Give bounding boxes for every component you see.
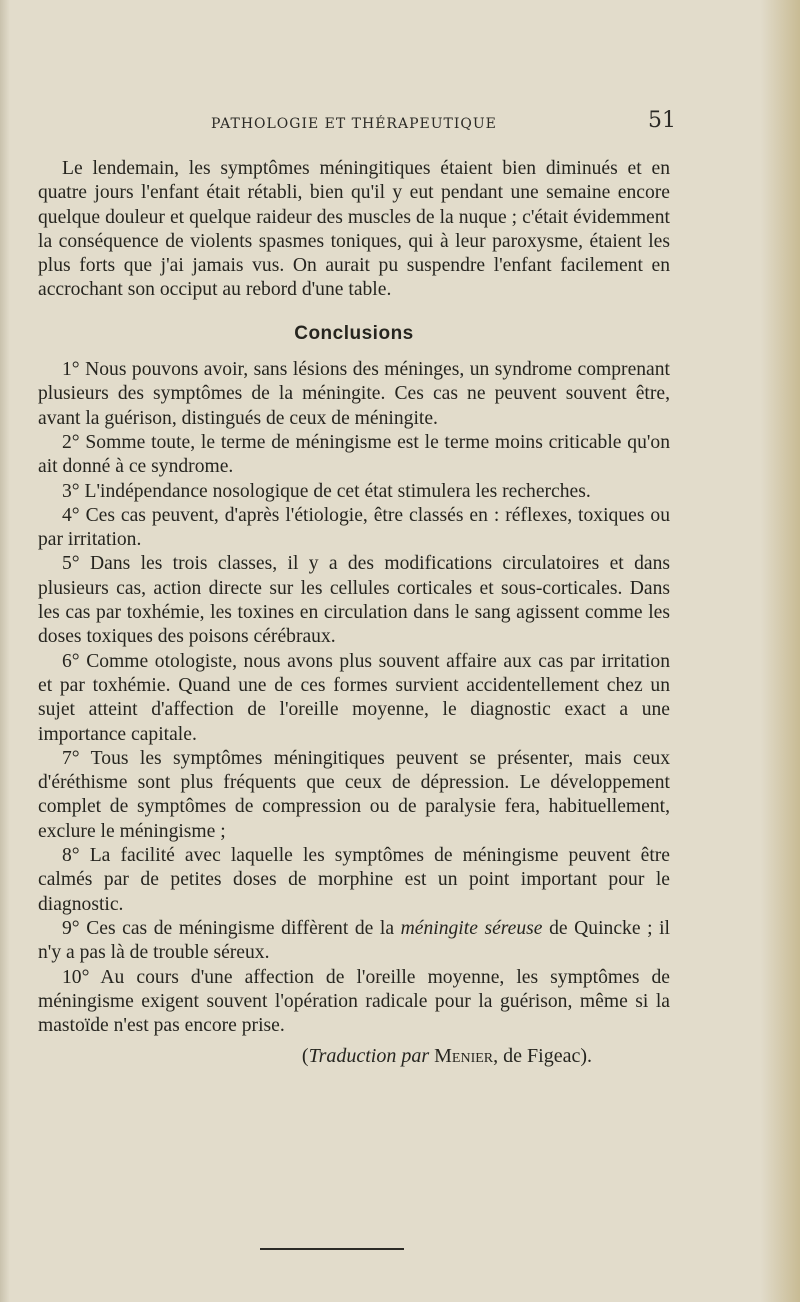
conclusion-item-1: 1° Nous pouvons avoir, sans lésions des méninges, un syndrome comprenant plusieurs des symptômes de la méningite. Ces cas ne peuvent souvent être, avant la guérison, distingués de ceux de méningite. xyxy=(38,359,670,429)
signature-open: ( xyxy=(301,1045,309,1068)
conclusion-item-3: 3° L'indépendance nosologique de cet état stimulera les recherches. xyxy=(62,480,591,502)
conclusion-item-4: 4° Ces cas peuvent, d'après l'étiologie, être classés en : réflexes, toxiques ou par irritation. xyxy=(38,504,670,551)
page-gutter-shadow xyxy=(0,0,10,1302)
conclusion-item-5: 5° Dans les trois classes, il y a des modifications circulatoires et dans plusieurs cas, action directe sur les cellules corticales et sous-corticales. Dans les cas par toxhémie, les toxines en circulation dans le sang agissent comme les doses toxiques des poisons cérébraux. xyxy=(38,553,670,648)
signature-rest: , de Figeac). xyxy=(493,1045,592,1068)
conclusion-item-10: 10° Au cours d'une affection de l'oreille moyenne, les symptômes de méningisme exigent souvent l'opération radicale pour la guérison, même si la mastoïde n'est pas encore prise. xyxy=(38,966,670,1037)
item9-text-after: de Quincke ; il n'y a pas là de trouble séreux. xyxy=(38,917,670,964)
conclusion-item-2: 2° Somme toute, le terme de méningisme est le terme moins criticable qu'on ait donné à ce syndrome. xyxy=(38,431,670,478)
end-rule xyxy=(260,1248,404,1250)
signature-label: Traduction par xyxy=(308,1045,430,1068)
body-text xyxy=(38,157,670,1069)
conclusion-item-6: 6° Comme otologiste, nous avons plus souvent affaire aux cas par irritation et par toxhémie. Quand une de ces formes survient accidentellement chez un sujet atteint d'affection de l'oreille moyenne, le diagnostic exact a une importance capitale. xyxy=(38,650,670,745)
translator-signature xyxy=(38,1044,670,1068)
section-heading: Conclusions xyxy=(294,322,414,344)
item9-italic-term: méningite séreuse xyxy=(400,917,543,939)
conclusion-item-8: 8° La facilité avec laquelle les symptômes de méningisme peuvent être calmés par de petites doses de morphine est un point important pour le diagnostic. xyxy=(38,845,670,915)
conclusion-item-7: 7° Tous les symptômes méningitiques peuvent se présenter, mais ceux d'éréthisme sont plus fréquents que ceux de dépression. Le développement complet de symptômes de compression ou de paralysie fera, habituellement, exclure le méningisme ; xyxy=(38,747,670,842)
page-edge-shadow xyxy=(760,0,800,1302)
running-title: PATHOLOGIE ET THÉRAPEUTIQUE xyxy=(211,116,497,132)
item9-text-before: 9° Ces cas de méningisme diffèrent de la xyxy=(62,917,401,939)
conclusion-item-9 xyxy=(38,917,670,966)
page-header xyxy=(0,108,800,138)
page-number: 51 xyxy=(648,108,676,133)
translator-name: Menier xyxy=(434,1045,494,1068)
intro-paragraph: Le lendemain, les symptômes méningitiques étaient bien diminués et en quatre jours l'enfant était rétabli, bien qu'il y eut pendant une semaine encore quelque douleur et quelque raideur des muscles de la nuque ; c'était évidemment la conséquence de violents spasmes toniques, qui à leur paroxysme, étaient les plus forts que j'ai jamais vus. On aurait pu suspendre l'enfant facilement en accrochant son occiput au rebord d'une table. xyxy=(38,158,670,301)
